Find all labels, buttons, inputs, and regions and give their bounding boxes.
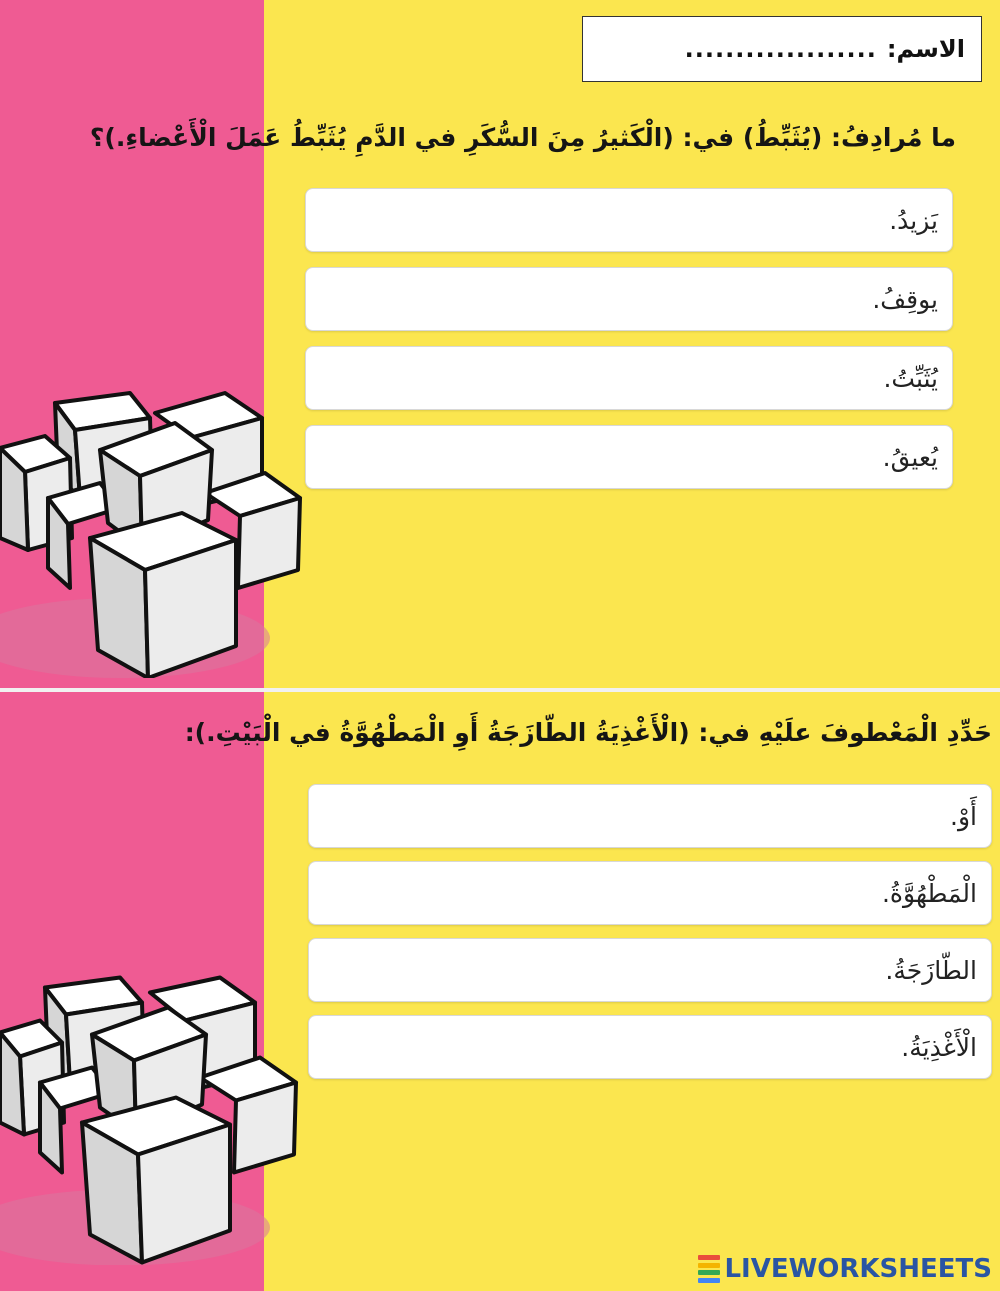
answer-option[interactable]: الْمَطْهُوَّةُ. bbox=[308, 861, 992, 925]
sugar-cubes-icon bbox=[0, 388, 310, 678]
question-panel-2 bbox=[0, 692, 1000, 1291]
answer-option[interactable]: أَوْ. bbox=[308, 784, 992, 848]
liveworksheets-logo-icon bbox=[698, 1255, 720, 1283]
answer-option[interactable]: يَزيدُ. bbox=[305, 188, 953, 252]
answer-option[interactable]: يُثَبِّتُ. bbox=[305, 346, 953, 410]
name-label: الاسم: bbox=[886, 35, 965, 63]
brand-name: LIVEWORKSHEETS bbox=[724, 1254, 992, 1284]
liveworksheets-brand[interactable] bbox=[698, 1253, 992, 1285]
yellow-background bbox=[264, 0, 1000, 688]
answer-option[interactable]: يُعيقُ. bbox=[305, 425, 953, 489]
name-field[interactable] bbox=[582, 16, 982, 82]
answer-option[interactable]: الطّازَجَةُ. bbox=[308, 938, 992, 1002]
answer-option[interactable]: الْأَغْذِيَةُ. bbox=[308, 1015, 992, 1079]
name-dots: ................... bbox=[684, 35, 877, 63]
answer-option[interactable]: يوقِفُ. bbox=[305, 267, 953, 331]
question-2-prompt: حَدِّدِ الْمَعْطوفَ علَيْهِ في: (الْأَغْذِيَةُ الطّازَجَةُ أَوِ الْمَطْهُوَّةُ في الْبَيْتِ.): bbox=[184, 718, 992, 747]
sugar-cubes-icon bbox=[0, 970, 310, 1265]
question-1-prompt: ما مُرادِفُ: (يُثَبِّطُ) في: (الْكَثيرُ مِنَ السُّكَرِ في الدَّمِ يُثَبِّطُ عَمَلَ الْأَعْضاءِ.)؟ bbox=[89, 123, 956, 152]
